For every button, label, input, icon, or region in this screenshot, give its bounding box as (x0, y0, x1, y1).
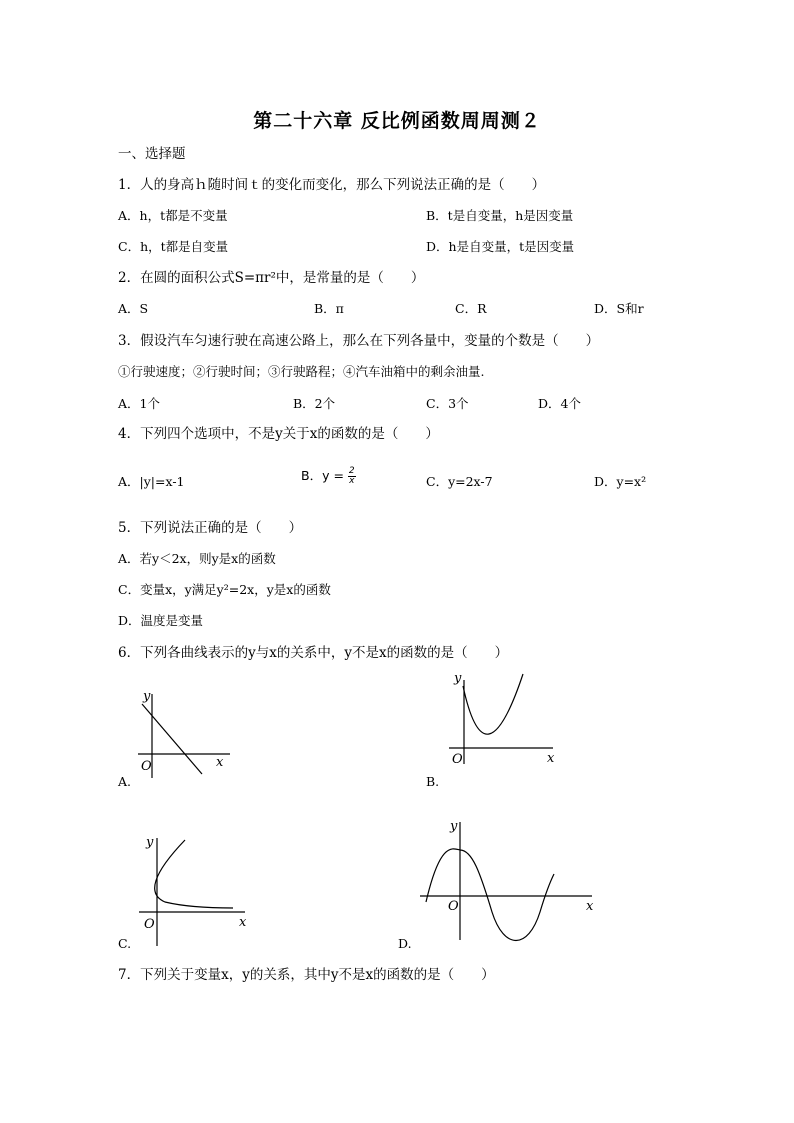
origin-label: O (141, 759, 152, 774)
question-3-stem: 3．假设汽车匀速行驶在高速公路上，那么在下列各量中，变量的个数是（ ） (118, 333, 600, 349)
q1-option-c: C．h，t都是自变量 (118, 239, 229, 254)
q4-option-b-prefix: B．y = (301, 468, 344, 483)
q5-option-c: C．变量x，y满足y²=2x，y是x的函数 (118, 582, 331, 597)
q1-option-b: B．t是自变量，h是因变量 (426, 208, 574, 223)
q1-option-a: A．h，t都是不变量 (118, 208, 228, 223)
question-2-stem: 2．在圆的面积公式S=πr²中，是常量的是（ ） (118, 270, 425, 286)
y-axis-label: y (143, 689, 151, 704)
q5-option-a: A．若y＜2x，则y是x的函数 (118, 551, 276, 566)
q2-option-b: B．π (314, 301, 344, 316)
q2-option-d: D．S和r (594, 301, 644, 316)
graph-b-label: B. (426, 774, 440, 789)
q1-option-d: D．h是自变量，t是因变量 (426, 239, 575, 254)
q3-option-a: A．1个 (118, 396, 160, 411)
question-5-stem: 5．下列说法正确的是（ ） (118, 520, 303, 536)
origin-label: O (452, 752, 463, 767)
x-axis-label: x (547, 751, 555, 766)
graph-b-curve (463, 674, 523, 734)
q4-option-a: A．|y|=x-1 (118, 474, 185, 489)
question-4-stem: 4．下列四个选项中，不是y关于x的函数的是（ ） (118, 426, 439, 442)
q3-option-c: C．3个 (426, 396, 469, 411)
q2-option-c: C．R (455, 301, 487, 316)
x-axis-label: x (216, 755, 224, 770)
question-7-stem: 7．下列关于变量x，y的关系，其中y不是x的函数的是（ ） (118, 967, 495, 983)
q4-option-b (301, 467, 356, 486)
origin-label: O (144, 917, 155, 932)
y-axis-label: y (146, 835, 154, 850)
x-axis-label: x (586, 899, 594, 914)
graph-c-curve (155, 840, 233, 908)
q2-option-a: A．S (118, 301, 149, 316)
question-3-sub: ①行驶速度；②行驶时间；③行驶路程；④汽车油箱中的剩余油量. (118, 364, 485, 379)
graph-c-label: C. (118, 936, 132, 951)
q4-option-d: D．y=x² (594, 474, 647, 489)
q3-option-b: B．2个 (293, 396, 336, 411)
x-axis-label: x (239, 915, 247, 930)
graph-c (135, 828, 255, 950)
q3-option-d: D．4个 (538, 396, 581, 411)
fraction-numerator: 2 (348, 466, 355, 476)
graph-d-label: D. (398, 936, 412, 951)
q4-option-c: C．y=2x-7 (426, 474, 493, 489)
graph-d-curve (426, 849, 554, 941)
graph-d (418, 812, 600, 946)
question-1-stem: 1．人的身高ｈ随时间ｔ的变化而变化，那么下列说法正确的是（ ） (118, 177, 546, 193)
q5-option-d: D．温度是变量 (118, 613, 204, 628)
graph-b (445, 668, 565, 768)
origin-label: O (448, 899, 459, 914)
section-heading: 一、选择题 (118, 146, 186, 162)
graph-a (130, 686, 240, 786)
graph-a-label: A. (118, 774, 132, 789)
q4-option-b-fraction (348, 467, 356, 486)
page-title: 第二十六章 反比例函数周周测２ (253, 110, 541, 132)
question-6-stem: 6．下列各曲线表示的y与x的关系中，y不是x的函数的是（ ） (118, 645, 509, 661)
fraction-denominator: x (349, 476, 355, 486)
y-axis-label: y (454, 671, 462, 686)
y-axis-label: y (450, 819, 458, 834)
